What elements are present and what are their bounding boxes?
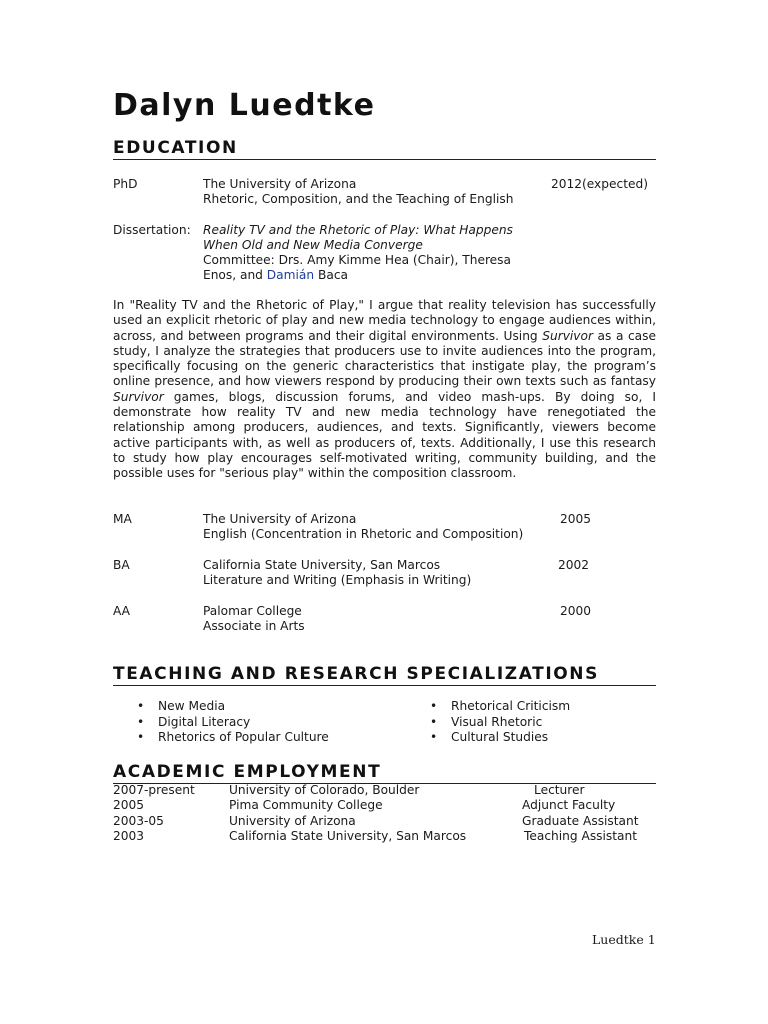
committee-name-link[interactable]: Damián — [266, 268, 315, 282]
ba-school: California State University, San Marcos — [203, 558, 441, 572]
list-item: • Cultural Studies — [426, 730, 570, 746]
specializations-heading: TEACHING AND RESEARCH SPECIALIZATIONS — [113, 664, 656, 686]
employment-heading: ACADEMIC EMPLOYMENT — [113, 762, 656, 784]
employment-years: 2007-present — [113, 783, 195, 797]
abstract-s2: as a case study, I analyze the strategies that producers use to invite audiences into the program, specifically focusing on the generic characteristics that instigate play, the program’s online presence, and how viewers respond by producing their own texts such as fantasy — [113, 328, 656, 389]
ma-year: 2005 — [560, 512, 592, 526]
aa-degree: AA — [113, 604, 131, 618]
abstract-survivor-2: Survivor — [113, 389, 164, 404]
employment-place: California State University, San Marcos — [229, 828, 467, 843]
employment-place: University of Colorado, Boulder — [229, 783, 420, 797]
employment-place: University of Arizona — [229, 813, 356, 828]
dissertation-title-line2: When Old and New Media Converge — [203, 238, 423, 252]
specializations-right-list — [426, 699, 570, 746]
abstract-survivor-1: Survivor — [542, 328, 593, 343]
resume-name: Dalyn Luedtke — [113, 88, 376, 123]
committee-post: Baca — [314, 268, 348, 282]
ba-degree: BA — [113, 558, 130, 572]
education-heading: EDUCATION — [113, 138, 656, 160]
employment-years: 2003-05 — [113, 813, 164, 828]
dissertation-label: Dissertation: — [113, 223, 191, 237]
phd-school: The University of Arizona — [203, 177, 357, 191]
dissertation-abstract — [113, 298, 656, 482]
committee-pre: Enos, and — [203, 268, 267, 282]
employment-role-col — [522, 783, 639, 844]
dissertation-title — [203, 223, 513, 238]
dissertation-title-part2: : What Happens — [415, 223, 513, 237]
list-item: • Rhetorics of Popular Culture — [133, 730, 329, 746]
abstract-s1: In "Reality TV and the Rhetoric of Play," I argue that reality television has successfully used an explicit rhetoric of play and new media technology to engage audiences within, across, and between programs and their digital environments. Using — [113, 298, 656, 343]
employment-role: Adjunct Faculty — [522, 798, 616, 813]
ba-field: Literature and Writing (Emphasis in Writing) — [203, 573, 472, 587]
committee-line2 — [203, 268, 348, 283]
employment-years-col — [113, 783, 195, 844]
employment-place-col — [229, 783, 466, 844]
employment-role: Teaching Assistant — [524, 828, 638, 843]
phd-degree: PhD — [113, 177, 138, 191]
committee-line1: Committee: Drs. Amy Kimme Hea (Chair), Theresa — [203, 253, 512, 267]
phd-field: Rhetoric, Composition, and the Teaching of English — [203, 192, 514, 206]
list-item: • New Media — [133, 699, 329, 715]
ba-year: 2002 — [558, 558, 590, 572]
list-item: • Visual Rhetoric — [426, 715, 570, 731]
ma-school: The University of Arizona — [203, 512, 357, 526]
dissertation-title-part1: Reality TV and the Rhetoric of Play — [203, 223, 416, 237]
ma-field: English (Concentration in Rhetoric and Composition) — [203, 527, 524, 541]
aa-field: Associate in Arts — [203, 619, 305, 633]
employment-years: 2005 — [113, 798, 145, 813]
list-item: • Digital Literacy — [133, 715, 329, 731]
phd-year: 2012(expected) — [551, 177, 648, 191]
employment-place: Pima Community College — [229, 798, 383, 813]
aa-year: 2000 — [560, 604, 592, 618]
aa-school: Palomar College — [203, 604, 302, 618]
specializations-left-list — [133, 699, 329, 746]
employment-role: Graduate Assistant — [522, 813, 639, 828]
employment-role: Lecturer — [534, 783, 585, 797]
employment-years: 2003 — [113, 828, 145, 843]
abstract-s3: games, blogs, discussion forums, and video mash-ups. By doing so, I demonstrate how reality TV and new media technology have renegotiated the relationship among producers, audiences, and texts. Significantly, viewers become active participants with, as well as producers of, texts. Additionally, I use this research to study how play encourages self-motivated writing, community building, and the possible uses for "serious play" within the composition classroom. — [113, 389, 656, 481]
page-footer: Luedtke 1 — [592, 932, 656, 947]
list-item: • Rhetorical Criticism — [426, 699, 570, 715]
ma-degree: MA — [113, 512, 132, 526]
